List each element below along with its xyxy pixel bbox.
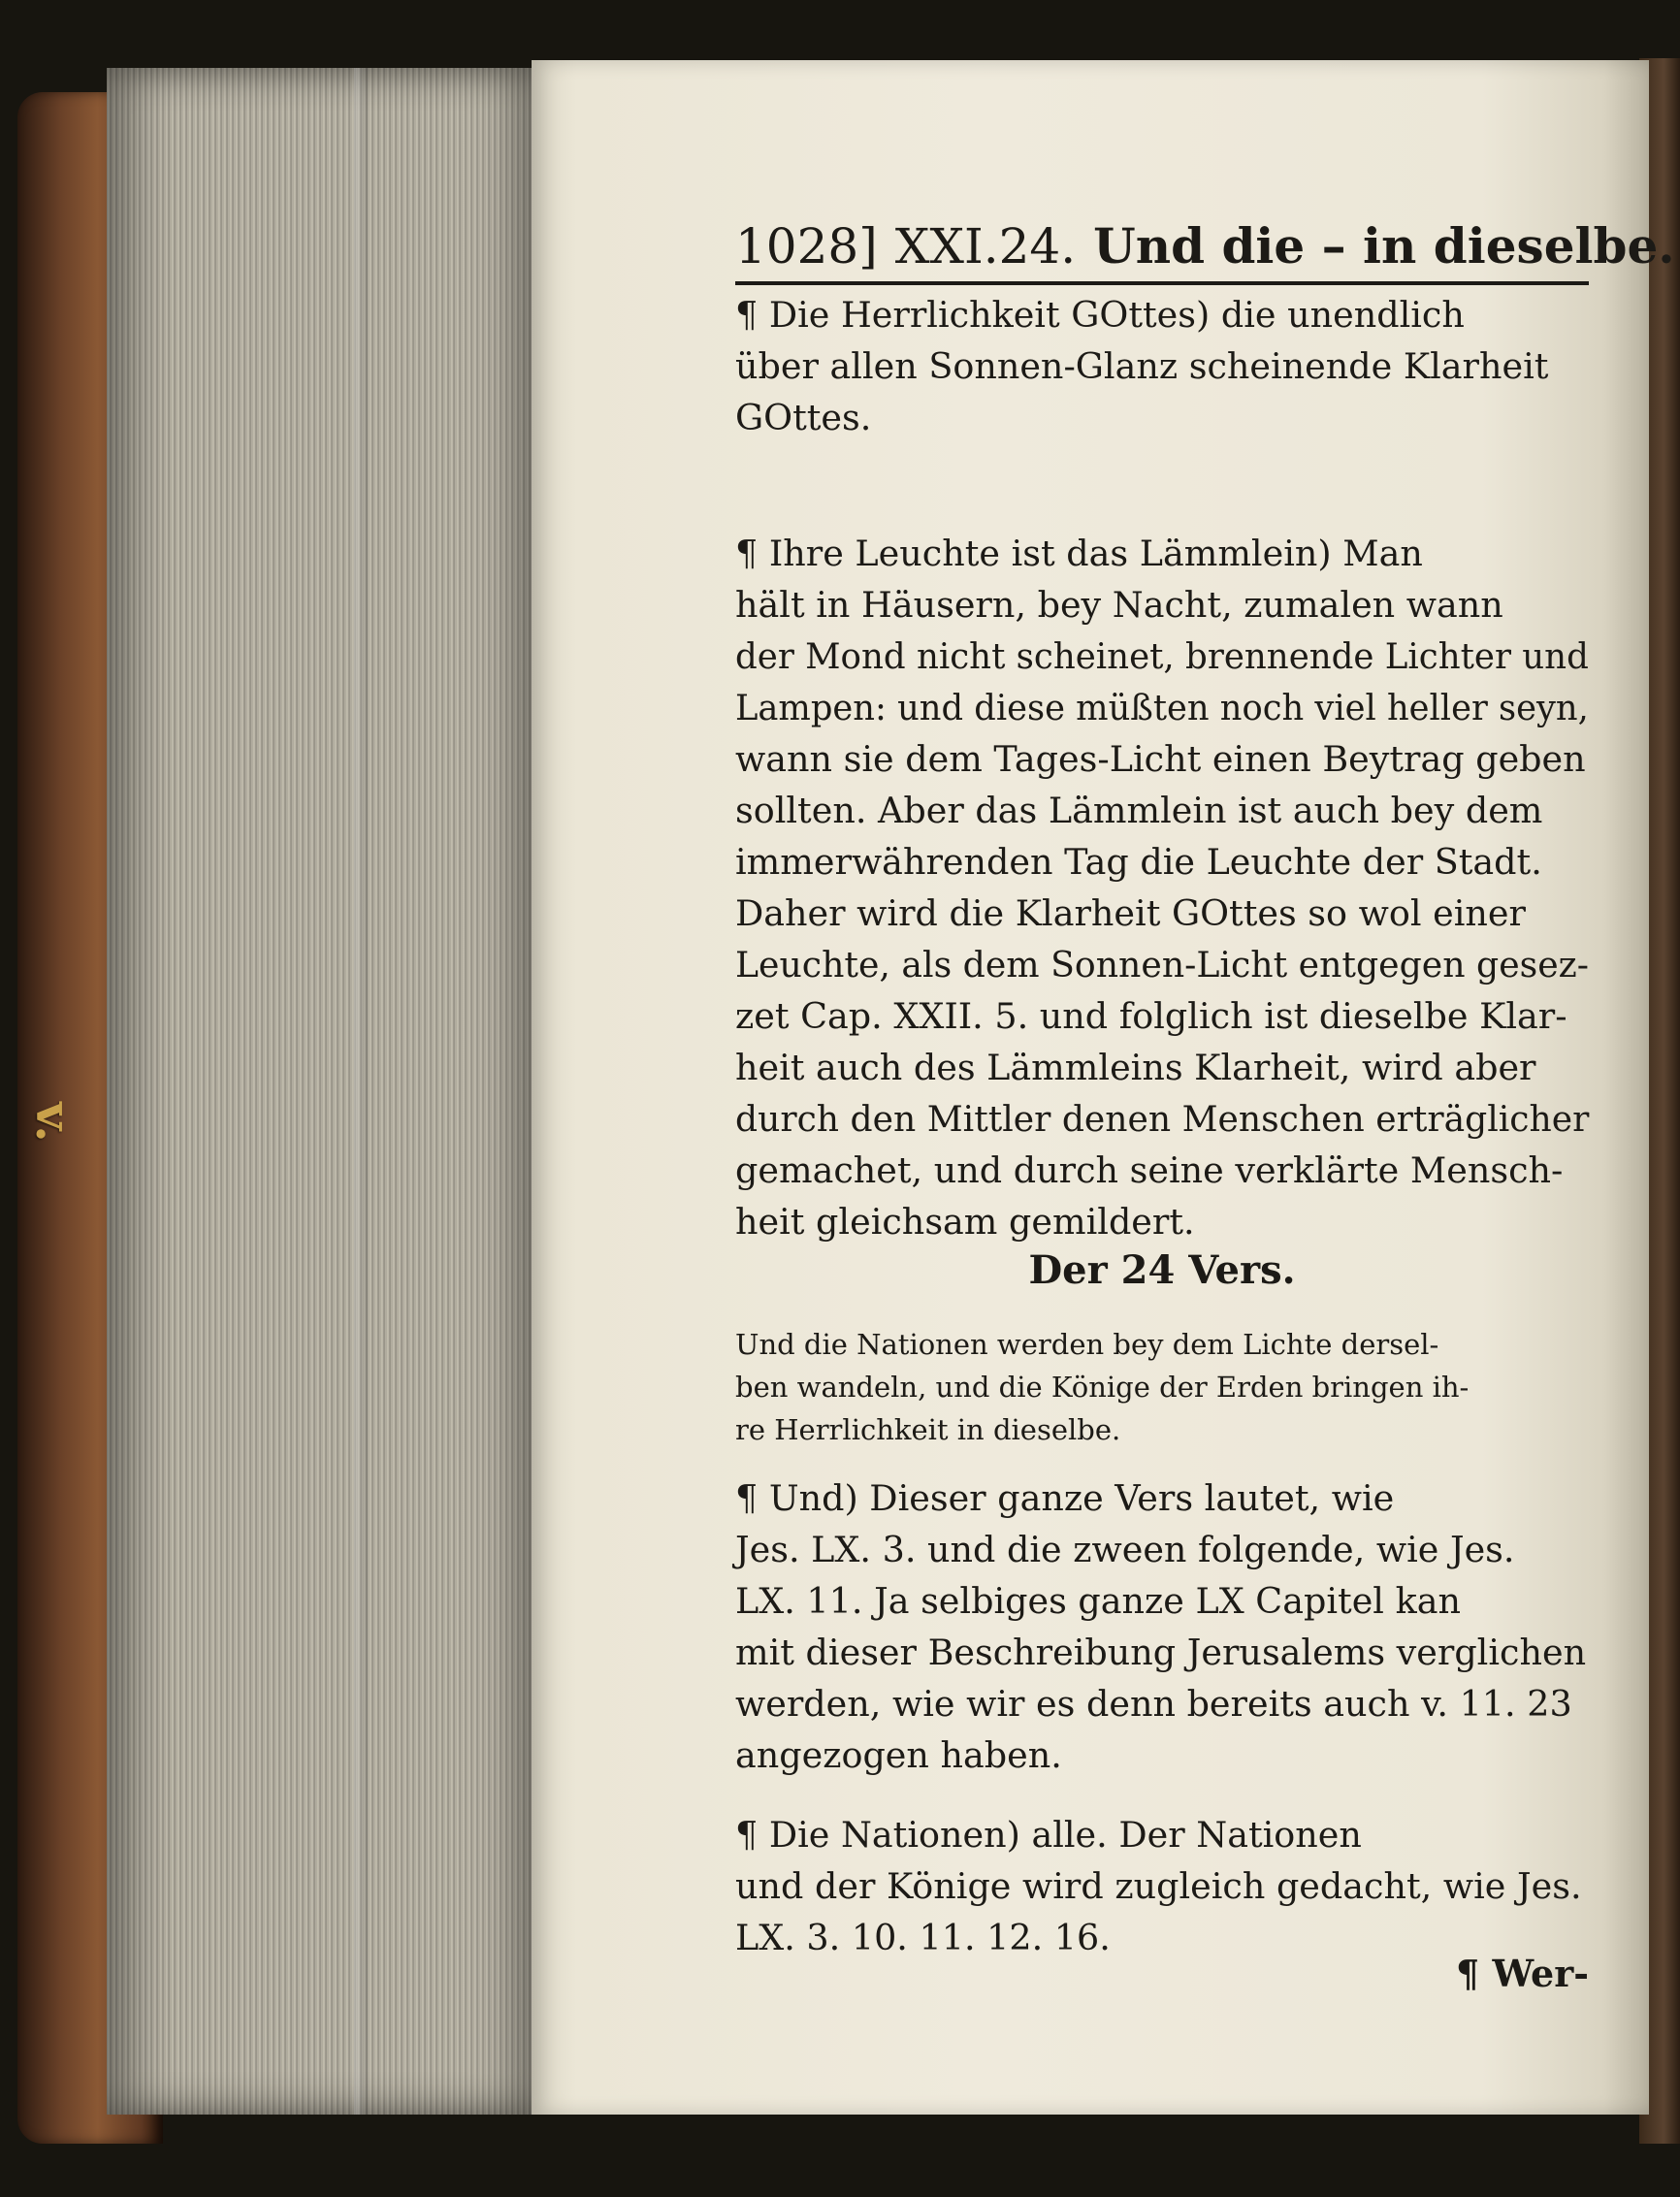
text-line: werden, wie wir es denn bereits auch v. 11. 23 <box>735 1683 1572 1725</box>
paragraph-1 <box>735 289 1589 443</box>
text-line: ¶ Und) Dieser ganze Vers lautet, wie <box>735 1477 1395 1519</box>
catchword: ¶ Wer- <box>1456 1952 1589 1995</box>
text-line: GOttes. <box>735 397 872 438</box>
text-line: durch den Mittler denen Menschen erträglicher <box>735 1098 1590 1140</box>
paragraph-3 <box>735 1472 1589 1781</box>
verse-line: re Herrlichkeit in dieselbe. <box>735 1413 1121 1446</box>
book-page <box>532 60 1675 2115</box>
paragraph-2 <box>735 528 1589 1247</box>
text-line: ¶ Ihre Leuchte ist das Lämmlein) Man <box>735 533 1423 574</box>
text-line: ¶ Die Nationen) alle. Der Nationen <box>735 1814 1362 1856</box>
page-edges-stack <box>107 68 533 2115</box>
text-line: Leuchte, als dem Sonnen-Licht entgegen gesez- <box>735 944 1589 985</box>
text-line: LX. 3. 10. 11. 12. 16. <box>735 1917 1111 1958</box>
text-line: heit gleichsam gemildert. <box>735 1201 1195 1243</box>
verse-text <box>735 1323 1589 1451</box>
text-line: gemachet, und durch seine verklärte Mensch- <box>735 1149 1564 1191</box>
paragraph-4 <box>735 1809 1589 1963</box>
text-line: und der Könige wird zugleich gedacht, wie Jes. <box>735 1865 1582 1907</box>
section-reference: XXI.24. <box>894 218 1077 275</box>
page-number: 1028] <box>735 218 878 275</box>
text-line: über allen Sonnen-Glanz scheinende Klarheit <box>735 345 1549 387</box>
text-line: wann sie dem Tages-Licht einen Beytrag geben <box>735 738 1586 780</box>
running-title: Und die – in dieselbe. <box>1093 217 1675 275</box>
text-line: mit dieser Beschreibung Jerusalems verglichen <box>735 1632 1587 1673</box>
text-line: immerwährenden Tag die Leuchte der Stadt. <box>735 841 1542 883</box>
verse-line: Und die Nationen werden bey dem Lichte dersel- <box>735 1328 1439 1361</box>
text-line: Lampen: und diese müßten noch viel heller seyn, <box>735 687 1589 728</box>
text-line: hält in Häusern, bey Nacht, zumalen wann <box>735 584 1503 626</box>
text-line: LX. 11. Ja selbiges ganze LX Capitel kan <box>735 1580 1461 1622</box>
spine-title-text: v. <box>25 1102 82 1143</box>
text-line: der Mond nicht scheinet, brennende Lichter und <box>735 635 1589 677</box>
text-line: angezogen haben. <box>735 1734 1062 1776</box>
text-line: heit auch des Lämmleins Klarheit, wird aber <box>735 1047 1536 1088</box>
text-line: Jes. LX. 3. und die zween folgende, wie Jes. <box>735 1529 1515 1570</box>
text-line: ¶ Die Herrlichkeit GOttes) die unendlich <box>735 294 1465 336</box>
verse-line: ben wandeln, und die Könige der Erden bringen ih- <box>735 1371 1470 1404</box>
text-line: sollten. Aber das Lämmlein ist auch bey dem <box>735 790 1543 831</box>
verse-heading: Der 24 Vers. <box>1028 1247 1296 1293</box>
text-line: Daher wird die Klarheit GOttes so wol einer <box>735 892 1526 934</box>
text-line: zet Cap. XXII. 5. und folglich ist dieselbe Klar- <box>735 995 1567 1037</box>
running-header <box>735 215 1675 285</box>
